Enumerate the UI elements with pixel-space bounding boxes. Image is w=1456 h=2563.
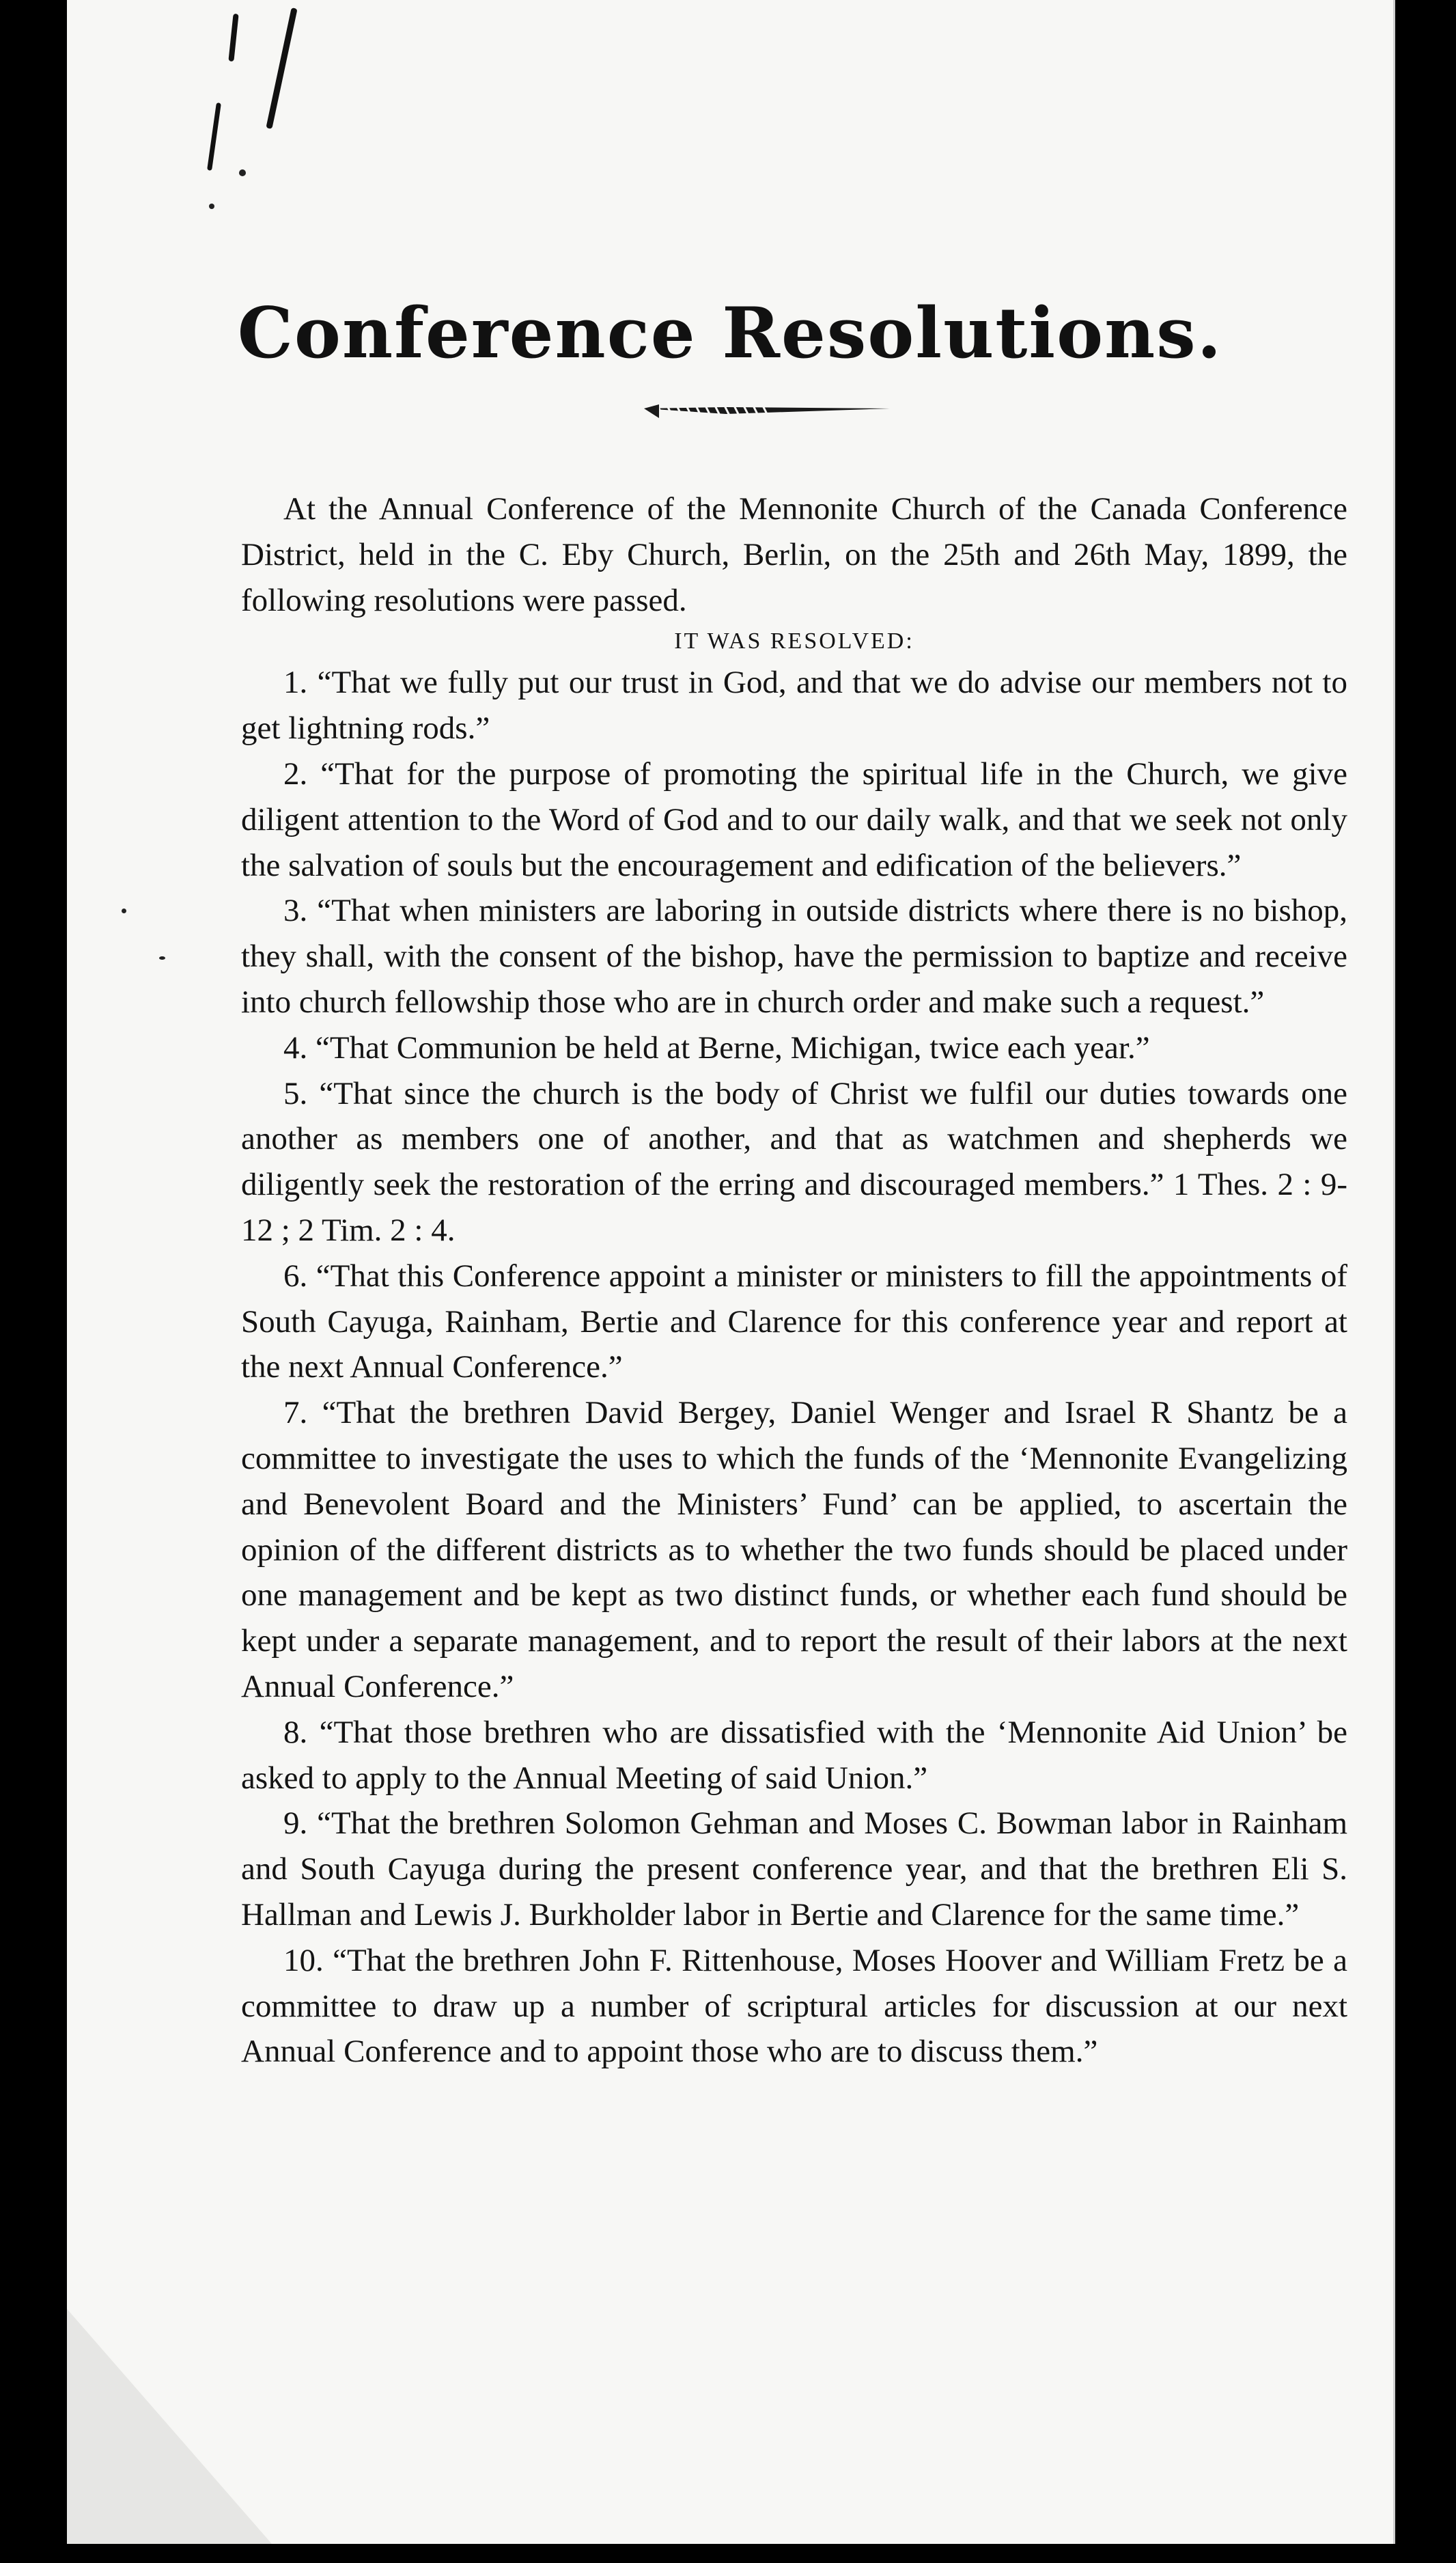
resolution-item [241,1710,1347,1801]
resolution-number: 3. [283,893,308,929]
resolution-text: “That this Conference appoint a minister or ministers to fill the appointments of South Cayuga, Rainham, Bertie and Clarence for this conference year and report at the next Annual Conference.” [241,1258,1347,1385]
resolution-text: “That the brethren Solomon Gehman and Moses C. Bowman labor in Rainham and South Cayuga during the present conference year, and that the brethren Eli S. Hallman and Lewis J. Burkholder labor in Bertie and Clarence for the same time.” [241,1805,1348,1932]
document-page [67,0,1395,2544]
resolution-text: “That the brethren John F. Rittenhouse, Moses Hoover and William Fretz be a committee to draw up a number of scriptural articles for discussion at our next Annual Conference and to appoint those who are to discuss them.” [241,1942,1348,2070]
resolution-text: “That we fully put our trust in God, and that we do advise our members not to get lightning rods.” [241,665,1347,747]
resolution-number: 10. [283,1942,324,1978]
resolution-item [241,1938,1347,2075]
resolution-text: “That those brethren who are dissatisfied with the ‘Mennonite Aid Union’ be asked to apply to the Annual Meeting of said Union.” [241,1714,1348,1796]
page-corner-shadow [67,2309,272,2544]
page-title: Conference Resolutions. [237,292,1223,375]
resolution-number: 7. [283,1395,308,1431]
resolution-number: 9. [283,1805,308,1842]
resolution-text: “That Communion be held at Berne, Michigan, twice each year.” [316,1029,1150,1066]
resolution-number: 8. [283,1714,308,1750]
ink-dot [239,169,246,176]
resolution-number: 4. [283,1029,308,1066]
resolution-number: 1. [283,665,308,701]
ink-dot [209,204,214,209]
handwritten-mark [228,14,238,61]
resolution-number: 6. [283,1258,308,1294]
handwritten-mark [266,8,297,129]
ink-dot [159,956,165,960]
resolution-item [241,888,1347,1025]
resolution-text: “That for the purpose of promoting the spiritual life in the Church, we give diligent attention to the Word of God and to our daily walk, and that we seek not only the salvation of souls but the encouragement and edification of the believers.” [241,756,1348,883]
resolution-item [241,660,1347,751]
resolution-item [241,1025,1347,1071]
resolution-item [241,1390,1347,1710]
resolution-number: 2. [283,756,308,792]
document-body [241,486,1347,2075]
resolution-text: “That since the church is the body of Christ we fulfil our duties towards one another as members one of another, and that as watchmen and shepherds we diligently seek the restoration of the erring and discouraged members.” 1 Thes. 2 : 9-12 ; 2 Tim. 2 : 4. [241,1075,1348,1248]
ink-dot [122,909,126,913]
resolution-item [241,1253,1347,1390]
resolution-number: 5. [283,1075,308,1111]
handwritten-mark [207,102,221,171]
intro-paragraph: At the Annual Conference of the Mennonite Church of the Canada Conference District, held in the C. Eby Church, Berlin, on the 25th and 26th May, 1899, the following resolutions were passed. [241,491,1347,618]
resolution-text: “That when ministers are laboring in outside districts where there is no bishop, they shall, with the consent of the bishop, have the permission to baptize and receive into church fellowship those who are in church order and make such a request.” [241,893,1348,1020]
resolution-text: “That the brethren David Bergey, Daniel Wenger and Israel R Shantz be a committee to investigate the uses to which the funds of the ‘Mennonite Evangelizing and Benevolent Board and the Ministers’ Fund’ can be applied, to ascertain the opinion of the different districts as to whether the two funds should be placed under one management and be kept as two distinct funds, or whether each fund should be kept under a separate management, and to report the result of their labors at the next Annual Conference.” [241,1395,1348,1704]
resolved-heading: IT WAS RESOLVED: [674,628,914,654]
resolution-item [241,1071,1347,1253]
resolution-item [241,751,1347,888]
resolution-item [241,1801,1347,1937]
ornament-divider-icon [644,402,890,422]
